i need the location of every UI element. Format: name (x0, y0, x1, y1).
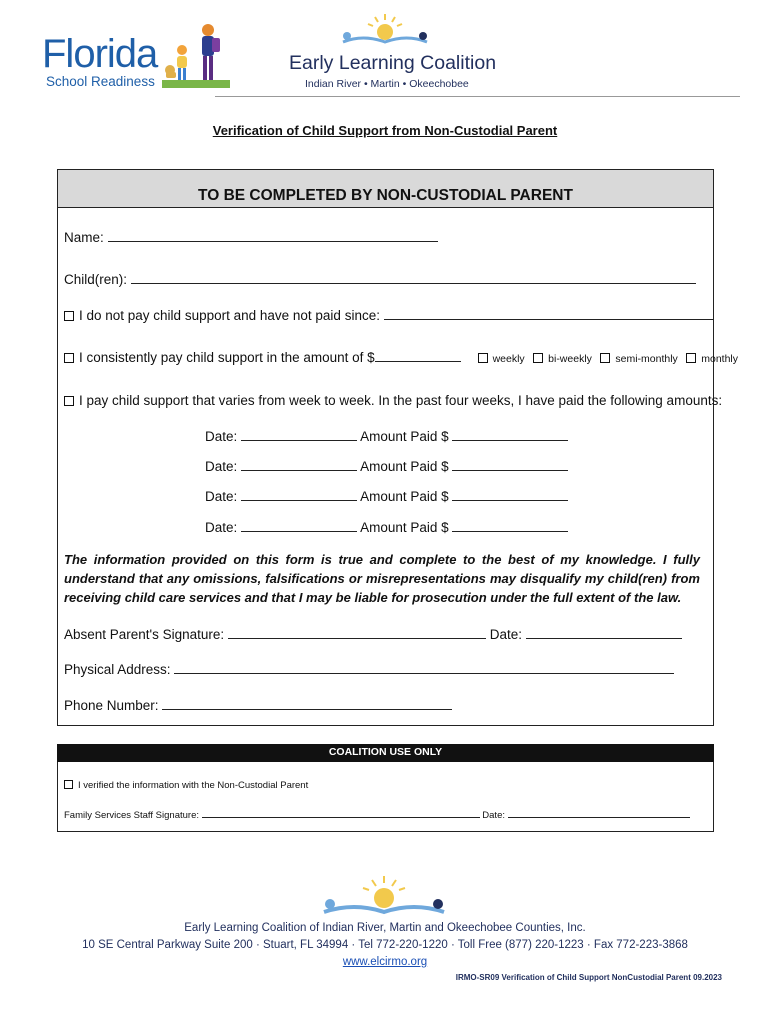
verified-checkbox[interactable] (64, 780, 73, 789)
payment-date-label: Date: (205, 459, 238, 474)
consistent-row (64, 349, 738, 367)
payment-date-field[interactable] (241, 519, 357, 532)
signature-row (64, 626, 682, 642)
not-paid-row (64, 307, 714, 323)
payment-row (205, 428, 568, 444)
payment-amount-field[interactable] (452, 458, 568, 471)
payment-amount-label: Amount Paid $ (360, 429, 449, 444)
form-title: Verification of Child Support from Non-Custodial Parent (212, 123, 558, 138)
name-field[interactable] (108, 229, 438, 242)
consistent-checkbox[interactable] (64, 353, 74, 363)
footer-website-link[interactable]: www.elcirmo.org (342, 956, 428, 968)
not-paid-label: I do not pay child support and have not paid since: (79, 308, 380, 323)
not-paid-since-field[interactable] (384, 307, 714, 320)
semimonthly-checkbox[interactable] (600, 353, 610, 363)
children-label: Child(ren): (64, 272, 128, 287)
payment-amount-label: Amount Paid $ (360, 489, 449, 504)
staff-signature-row (64, 808, 690, 821)
monthly-checkbox[interactable] (686, 353, 696, 363)
payment-date-field[interactable] (241, 458, 357, 471)
weekly-checkbox[interactable] (478, 353, 488, 363)
signature-date-field[interactable] (526, 626, 682, 639)
footer-org-name: Early Learning Coalition of Indian River, Martin and Okeechobee Counties, Inc. (184, 922, 586, 934)
name-row (64, 229, 438, 245)
payment-row (205, 458, 568, 474)
weekly-label: weekly (492, 353, 525, 365)
varies-checkbox[interactable] (64, 396, 74, 406)
address-field[interactable] (174, 661, 674, 674)
payment-amount-field[interactable] (452, 519, 568, 532)
address-label: Physical Address: (64, 662, 171, 677)
coalition-heading: COALITION USE ONLY (328, 746, 443, 758)
signature-field[interactable] (228, 626, 486, 639)
children-row (64, 271, 696, 287)
header-divider (215, 96, 740, 97)
florida-wordmark: Florida (42, 32, 158, 76)
staff-date-label: Date: (482, 810, 505, 821)
payment-row (205, 488, 568, 504)
varies-row (64, 393, 722, 408)
elc-name: Early Learning Coalition (289, 52, 497, 74)
staff-signature-field[interactable] (202, 808, 480, 818)
payment-date-field[interactable] (241, 428, 357, 441)
address-row (64, 661, 674, 677)
varies-label: I pay child support that varies from week to week. In the past four weeks, I have paid the following amounts: (79, 393, 723, 408)
amount-field[interactable] (375, 349, 461, 362)
payment-row (205, 519, 568, 535)
staff-signature-label: Family Services Staff Signature: (64, 810, 199, 821)
signature-date-label: Date: (489, 627, 522, 642)
footer-address: 10 SE Central Parkway Suite 200 · Stuart, FL 34994 · Tel 772-220-1220 · Toll Free (877) 220-1223 · Fax 772-223-3868 (82, 939, 688, 951)
footer-elc-icon (314, 874, 454, 924)
children-field[interactable] (131, 271, 696, 284)
verified-row (64, 780, 308, 791)
verified-label: I verified the information with the Non-Custodial Parent (78, 780, 309, 791)
payment-amount-label: Amount Paid $ (360, 520, 449, 535)
signature-label: Absent Parent's Signature: (64, 627, 225, 642)
consistent-label: I consistently pay child support in the amount of $ (79, 350, 375, 365)
elc-sun-figures-icon (333, 12, 437, 52)
biweekly-checkbox[interactable] (533, 353, 543, 363)
not-paid-checkbox[interactable] (64, 311, 74, 321)
payment-date-label: Date: (205, 429, 238, 444)
payment-date-label: Date: (205, 520, 238, 535)
phone-field[interactable] (162, 697, 452, 710)
elc-counties: Indian River • Martin • Okeechobee (305, 78, 469, 90)
certification-statement: The information provided on this form is true and complete to the best of my knowledge. I fully understand that any omissions, falsifications or misrepresentations may disqualify my child(ren) from receiving child care services and that I may be liable for prosecution under the full extent of the law. (64, 552, 700, 605)
staff-date-field[interactable] (508, 808, 690, 818)
payment-amount-field[interactable] (452, 488, 568, 501)
semimonthly-label: semi-monthly (615, 353, 678, 365)
biweekly-label: bi-weekly (548, 353, 592, 365)
parent-section (57, 169, 714, 726)
elc-logo (285, 12, 497, 92)
florida-school-readiness-logo (38, 18, 238, 92)
monthly-label: monthly (701, 353, 739, 365)
footer-form-id: IRMO-SR09 Verification of Child Support NonCustodial Parent 09.2023 (455, 973, 722, 982)
payment-date-label: Date: (205, 489, 238, 504)
payment-amount-label: Amount Paid $ (360, 459, 449, 474)
name-label: Name: (64, 230, 104, 245)
school-readiness-text: School Readiness (46, 74, 155, 89)
payment-date-field[interactable] (241, 488, 357, 501)
parent-section-heading: TO BE COMPLETED BY NON-CUSTODIAL PARENT (198, 187, 573, 204)
children-walking-icon (162, 22, 230, 88)
payment-amount-field[interactable] (452, 428, 568, 441)
phone-label: Phone Number: (64, 698, 159, 713)
phone-row (64, 697, 452, 713)
